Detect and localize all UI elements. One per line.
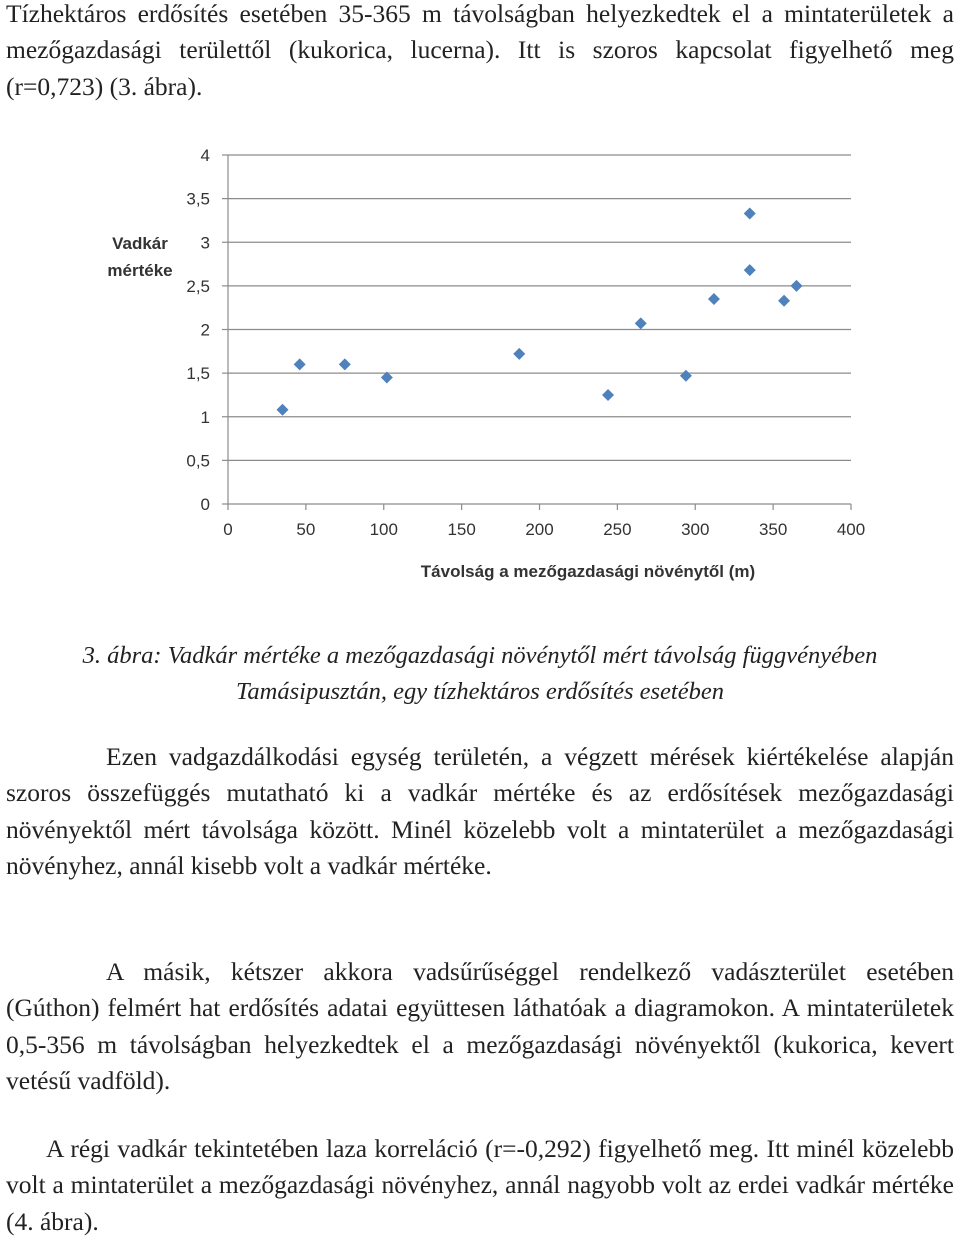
data-point <box>744 264 756 276</box>
body-paragraph-1: Ezen vadgazdálkodási egység területén, a végzett mérések kiértékelése alapján szoros összefüggés mutatható ki a vadkár mértéke és az erdősítések mezőgazdasági növényektől mért távolsága között. Minél közelebb volt a mintaterület a mezőgazdasági növényhez, annál kisebb volt a vadkár mértéke. <box>6 742 954 881</box>
x-tick-label: 0 <box>223 520 233 539</box>
x-tick-label: 200 <box>525 520 554 539</box>
data-point <box>680 370 692 382</box>
caption-line-1: 3. ábra: Vadkár mértéke a mezőgazdasági növénytől mért távolság függvényében <box>82 642 878 669</box>
x-tick-label: 150 <box>447 520 476 539</box>
data-point <box>778 295 790 307</box>
y-tick-label: 0 <box>200 495 210 514</box>
intro-paragraph: Tízhektáros erdősítés esetében 35-365 m távolságban helyezkedtek el a mintaterületek a mezőgazdasági területtől (kukorica, lucerna). Itt is szoros kapcsolat figyelhető meg (r=0,723) (3. ábra). <box>6 0 954 101</box>
y-tick-label: 2,5 <box>186 276 210 296</box>
scatter-chart <box>0 135 960 595</box>
data-point <box>790 280 802 292</box>
x-axis-label: Távolság a mezőgazdasági növénytől (m) <box>420 562 756 581</box>
y-tick-label: 1,5 <box>186 364 210 384</box>
y-tick-label: 3,5 <box>186 189 210 209</box>
data-point <box>294 358 306 370</box>
y-tick-label: 0,5 <box>186 451 210 471</box>
figure-caption <box>0 638 960 710</box>
x-tick-label: 50 <box>296 520 316 539</box>
data-point <box>277 404 289 416</box>
data-point <box>602 389 614 401</box>
x-tick-label: 350 <box>758 520 788 539</box>
y-axis-label-line1: Vadkár <box>112 234 168 253</box>
x-tick-label: 300 <box>681 520 710 539</box>
x-tick-label: 250 <box>603 520 632 539</box>
x-tick-label: 100 <box>369 520 398 539</box>
data-point <box>635 317 647 329</box>
y-tick-label: 4 <box>200 146 210 165</box>
y-tick-label: 3 <box>200 233 210 253</box>
y-tick-label: 2 <box>200 320 210 340</box>
chart-axes <box>222 155 851 510</box>
x-tick-label: 400 <box>836 520 866 539</box>
data-point <box>339 358 351 370</box>
body-paragraph-2: A másik, kétszer akkora vadsűrűséggel rendelkező vadászterület esetében (Gúthon) felmért hat erdősítés adatai együttesen láthatóak a diagramokon. A mintaterületek 0,5-356 m távolságban helyezkedtek el a mezőgazdasági növényektől (kukorica, kevert vetésű vadföld). <box>6 957 954 1096</box>
caption-line-2: Tamásipusztán, egy tízhektáros erdősítés esetében <box>236 678 724 705</box>
chart-points <box>277 207 803 415</box>
y-axis-label-line2: mértéke <box>107 261 173 280</box>
chart-gridlines <box>228 155 851 460</box>
y-tick-label: 1 <box>200 407 210 427</box>
chart-tick-labels <box>186 146 865 539</box>
data-point <box>744 207 756 219</box>
data-point <box>513 348 525 360</box>
body-paragraph-3: A régi vadkár tekintetében laza korreláció (r=-0,292) figyelhető meg. Itt minél közelebb volt a mintaterület a mezőgazdasági növényhez, annál nagyobb volt az erdei vadkár mértéke (4. ábra). <box>6 1134 954 1236</box>
data-point <box>708 293 720 305</box>
